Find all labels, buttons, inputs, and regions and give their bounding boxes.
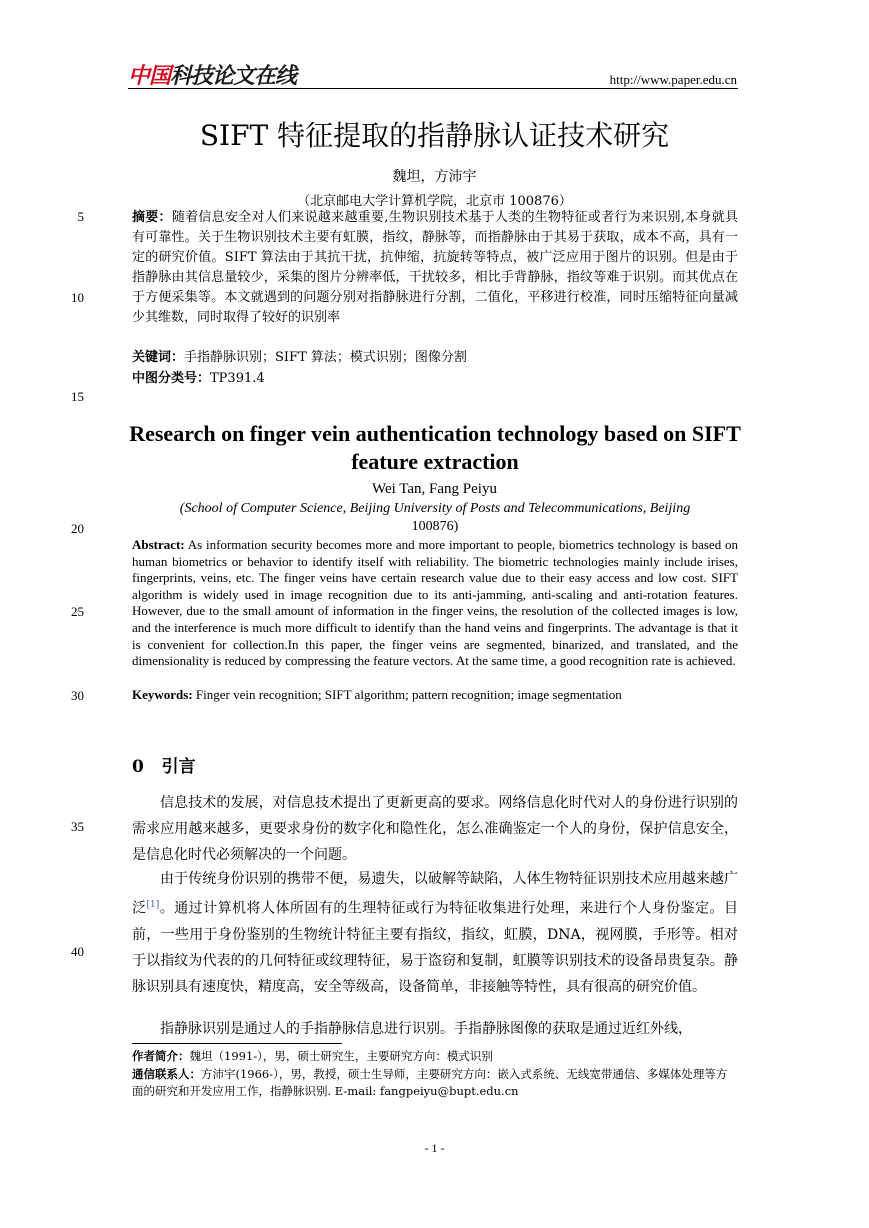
abstract-en [132,537,738,670]
body-paragraph-1: 信息技术的发展，对信息技术提出了更新更高的要求。网络信息化时代对人的身份进行识别的需求应用越来越多，更要求身份的数字化和隐性化，怎么准确鉴定一个人的身份，保护信息安全，是信息化时代必须解决的一个问题。 [132,795,738,863]
keywords-en-label: Keywords: [132,687,193,702]
page-number: - 1 - [424,1141,445,1155]
affiliation-en-line1: (School of Computer Science, Beijing University of Posts and Telecommunications, Beijing [179,501,691,516]
affiliation-en-line2: 100876) [411,519,459,534]
line-number: 35 [71,819,84,834]
authors-cn: 魏坦，方沛宇 [392,169,477,185]
body-paragraph-2 [132,866,738,1000]
affiliation-en [132,500,738,536]
header-rule [128,88,738,89]
section-number: 0 [132,757,144,777]
section-title: 引言 [161,757,196,777]
section-heading [132,752,196,777]
keywords-cn-text: 手指静脉识别；SIFT 算法；模式识别；图像分割 [184,350,467,365]
keywords-cn [132,348,738,368]
line-number: 10 [71,290,84,305]
line-number: 25 [71,604,84,619]
footnote-author [132,1048,738,1065]
abstract-en-label: Abstract: [132,537,185,552]
footnote-contact-text: 方沛宇(1966-），男，教授，硕士生导师，主要研究方向：嵌入式系统、无线宽带通信、多媒体处理等方面的研究和开发应用工作，指静脉识别. E-mail: fangpeiyu@bupt.edu.cn [132,1067,728,1098]
footnote-contact [132,1066,738,1100]
line-number: 20 [71,521,84,536]
line-number: 15 [71,389,84,404]
body-paragraph-3: 指静脉识别是通过人的手指静脉信息进行识别。手指静脉图像的获取是通过近红外线， [160,1021,692,1037]
logo-part-2: 科技论文在线 [170,64,297,89]
classification-cn-text: TP391.4 [210,371,265,386]
line-number: 30 [71,688,84,703]
abstract-en-text: As information security becomes more and more important to people, biometrics technology is based on human biometrics or behavior to identify itself with reliability. The biometric technologies mainly include irises, fingerprints, veins, etc. The finger veins have certain research value due to their easy access and low cost. SIFT algorithm is widely used in image recognition due to its anti-jamming, anti-scaling and anti-rotation features. However, due to the small amount of information in the finger veins, the resolution of the collected images is low, and the interference is much more difficult to identify than the hand veins and fingerprints. The advantage is that it is convenient for collection.In this paper, the finger veins are segmented, binarized, and translated, and the dimensionality is reduced by compressing the feature vectors. At the same time, a good recognition rate is achieved. [132,537,738,669]
classification-cn [132,369,738,389]
site-logo [128,64,296,90]
keywords-en [132,687,738,704]
footnote-author-label: 作者简介： [132,1049,190,1063]
affiliation-cn: （北京邮电大学计算机学院，北京市 100876） [297,194,572,209]
body-p2-part-b: 。通过计算机将人体所固有的生理特征或行为特征收集进行处理，来进行个人身份鉴定。目前，一些用于身份鉴别的生物统计特征主要有指纹，指纹，虹膜，DNA，视网膜，手形等。相对于以指纹为代表的的几何特征或纹理特征，易于盗窃和复制，虹膜等识别技术的设备昂贵复杂。静脉识别具有速度快，精度高，安全等级高，设备简单，非接触等特性，具有很高的研究价值。 [132,900,739,995]
abstract-cn [132,208,738,328]
title-en: Research on finger vein authentication technology based on SIFT feature extraction [129,421,741,474]
footnote-contact-label: 通信联系人： [132,1067,201,1081]
line-number: 40 [71,944,84,959]
logo-part-1: 中国 [128,64,171,89]
body-p2-part-a: 由于传统身份识别的携带不便，易遗失，以破解等缺陷，人体生物特征识别技术应用越来越广泛 [132,871,738,917]
footnote-author-text: 魏坦（1991-），男，硕士研究生，主要研究方向：模式识别 [189,1049,493,1063]
keywords-en-text: Finger vein recognition; SIFT algorithm; pattern recognition; image segmentation [195,687,622,702]
keywords-cn-label: 关键词： [132,350,185,365]
abstract-cn-label: 摘要： [132,210,172,225]
footnote-rule [132,1043,342,1044]
line-number: 5 [77,209,84,224]
classification-cn-label: 中图分类号： [132,371,211,386]
header-url: http://www.paper.edu.cn [609,72,737,87]
citation-ref[interactable]: [1] [146,900,160,910]
abstract-cn-text: 随着信息安全对人们来说越来越重要,生物识别技术基于人类的生物特征或者行为来识别,本身就具有可靠性。关于生物识别技术主要有虹膜，指纹，静脉等，而指静脉由于其易于获取，成本不高，具有一定的研究价值。SIFT 算法由于其抗干扰，抗伸缩，抗旋转等特点，被广泛应用于图片的识别。但是由于指静脉由其信息量较少，采集的图片分辨率低，干扰较多，相比手背静脉，指纹等难于识别。而其优点在于方便采集等。本文就遇到的问题分别对指静脉进行分割，二值化，平移进行校准，同时压缩特征向量减少其维数，同时取得了较好的识别率 [132,210,738,325]
title-cn: SIFT 特征提取的指静脉认证技术研究 [199,119,670,152]
authors-en: Wei Tan, Fang Peiyu [372,481,497,497]
